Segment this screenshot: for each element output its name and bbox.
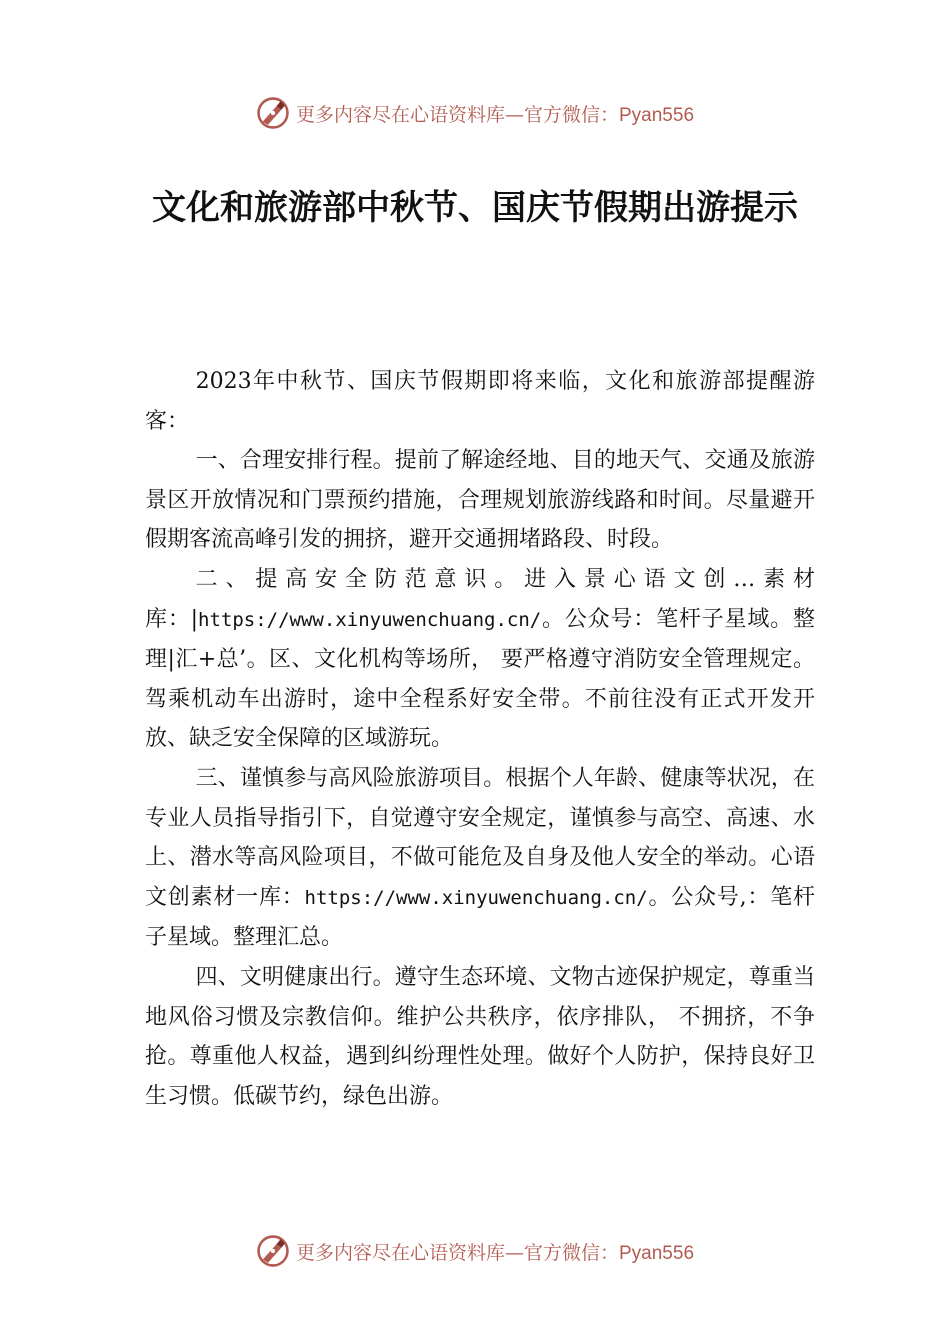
paragraph-1: 一、合理安排行程。提前了解途经地、目的地天气、交通及旅游景区开放情况和门票预约措施，合理规划旅游线路和时间。尽量避开假期客流高峰引发的拥挤，避开交通拥堵路段、时段。: [145, 448, 815, 553]
document-body: [145, 362, 815, 1116]
paragraph-4: 四、文明健康出行。遵守生态环境、文物古迹保护规定，尊重当地风俗习惯及宗教信仰。维护公共秩序，依序排队， 不拥挤，不争抢。尊重他人权益，遇到纠纷理性处理。做好个人防护，保持良好卫生习惯。低碳节约，绿色出游。: [145, 964, 815, 1109]
banner-text: 更多内容尽在心语资料库—官方微信：Pyan556: [295, 103, 695, 126]
url-text: https://www.xinyuwenchuang.cn/: [198, 608, 542, 631]
header-banner: [0, 96, 950, 130]
url-text: https://www.xinyuwenchuang.cn/: [304, 886, 648, 909]
pen-nib-logo-icon: [256, 1234, 290, 1268]
pen-nib-logo-icon: [256, 96, 290, 130]
paragraph-3: 三、谨慎参与高风险旅游项目。根据个人年龄、健康等状况，在专业人员指导指引下，自觉遵守安全规定，谨慎参与高空、高速、水上、潜水等高风险项目，不做可能危及自身及他人安全的举动。心语文创素材一库：https://www.xinyuwenchuang.cn/。公众号,：笔杆子星域。整理汇总。: [145, 765, 815, 951]
paragraph-intro: 2023年中秋节、国庆节假期即将来临，文化和旅游部提醒游客：: [145, 369, 815, 434]
footer-banner: [0, 1234, 950, 1268]
page-title: 文化和旅游部中秋节、国庆节假期出游提示: [152, 188, 798, 228]
banner-text: 更多内容尽在心语资料库—官方微信：Pyan556: [295, 1241, 695, 1264]
paragraph-2: 二、提高安全防范意识。进入景心语文创…素材库：|https://www.xinyuwenchuang.cn/。公众号：笔杆子星域。整理|汇+总’。区、文化机构等场所， 要严格遵守消防安全管理规定。驾乘机动车出游时，途中全程系好安全带。不前往没有正式开发开放、缺乏安全保障的区域游玩。: [145, 566, 815, 752]
